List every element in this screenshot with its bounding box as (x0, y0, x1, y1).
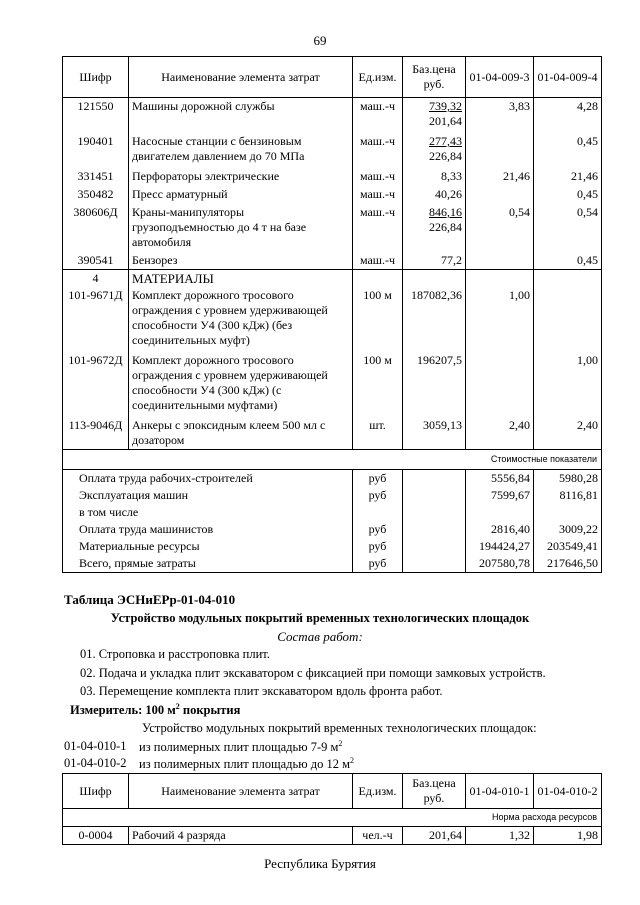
header-name: Наименование элемента затрат (129, 774, 353, 809)
header-name: Наименование элемента затрат (129, 57, 353, 98)
variant-desc: из полимерных плит площадью до 12 м (139, 757, 350, 772)
summary-value-4: 3009,22 (534, 521, 602, 538)
cost-indicators-header-row (63, 450, 602, 470)
table-row (63, 827, 602, 845)
table-row (63, 203, 602, 251)
row-price: 3059,13 (403, 414, 466, 450)
summary-value-3: 194424,27 (466, 538, 534, 555)
summary-value-3: 7599,67 (466, 487, 534, 504)
section-row (63, 270, 602, 288)
resource-table-2 (62, 773, 602, 845)
row-value-4 (534, 287, 602, 349)
table-row (63, 98, 602, 131)
row-unit: маш.-ч (353, 98, 403, 131)
row-name: Пресс арматурный (129, 185, 353, 203)
variant-code: 01-04-010-2 (64, 756, 127, 770)
price-current: 277,43 (429, 134, 462, 148)
summary-value-4: 203549,41 (534, 538, 602, 555)
row-name: Насосные станции с бензиновым двигателем давлением до 70 МПа (129, 130, 353, 165)
summary-unit: руб (353, 555, 403, 573)
summary-name: Материальные ресурсы (63, 538, 353, 555)
row-unit: маш.-ч (353, 185, 403, 203)
price-base: 201,64 (429, 114, 462, 128)
variants-intro: Устройство модульных покрытий временных технологических площадок: (142, 721, 537, 735)
price-current: 739,32 (429, 99, 462, 113)
row-value-3 (466, 130, 534, 165)
row-code: 190401 (63, 130, 129, 165)
price-base: 226,84 (429, 220, 462, 234)
summary-name: Эксплуатация машин (63, 487, 353, 504)
row-code: 113-9046Д (63, 414, 129, 450)
row-value-4: 0,45 (534, 130, 602, 165)
row-value-3 (466, 349, 534, 414)
row-value-3: 1,00 (466, 287, 534, 349)
row-value-3: 21,46 (466, 165, 534, 185)
row-name: Краны-манипуляторы грузоподъемностью до 4 т на базе автомобиля (129, 203, 353, 251)
table-title: Таблица ЭСНиЕРр-01-04-010 (64, 592, 236, 607)
section-heading: Устройство модульных покрытий временных технологических площадок (110, 611, 530, 625)
row-code: 121550 (63, 98, 129, 131)
variant-text (139, 756, 354, 772)
row-code: 350482 (63, 185, 129, 203)
summary-row (63, 470, 602, 488)
summary-value-3: 207580,78 (466, 555, 534, 573)
summary-value-4: 5980,28 (534, 470, 602, 488)
header-unit: Ед.изм. (353, 57, 403, 98)
row-unit: маш.-ч (353, 203, 403, 251)
meter-label (70, 702, 240, 718)
row-price: 8,33 (403, 165, 466, 185)
table-row (63, 130, 602, 165)
row-value-4: 1,00 (534, 349, 602, 414)
row-unit: 100 м (353, 287, 403, 349)
page-footer: Республика Бурятия (264, 856, 376, 871)
row-name: Машины дорожной службы (129, 98, 353, 131)
row-value-4: 2,40 (534, 414, 602, 450)
header-col1: 01-04-010-1 (466, 774, 534, 809)
row-code: 380606Д (63, 203, 129, 251)
row-code: 101-9671Д (63, 287, 129, 349)
summary-name: Оплата труда машинистов (63, 521, 353, 538)
table-header-row (63, 57, 602, 98)
row-price: 187082,36 (403, 287, 466, 349)
row-unit: шт. (353, 414, 403, 450)
summary-row (63, 487, 602, 504)
row-value-3: 2,40 (466, 414, 534, 450)
row-value-3 (466, 251, 534, 270)
work-item: 02. Подача и укладка плит экскаватором с фиксацией при помощи замковых устройств. (80, 666, 546, 680)
summary-name: Всего, прямые затраты (63, 555, 353, 573)
summary-value-3: 5556,84 (466, 470, 534, 488)
row-name: Рабочий 4 разряда (129, 827, 353, 845)
row-name: Перфораторы электрические (129, 165, 353, 185)
summary-value-3: 2816,40 (466, 521, 534, 538)
summary-unit: руб (353, 521, 403, 538)
row-value-4: 0,45 (534, 251, 602, 270)
row-unit: маш.-ч (353, 130, 403, 165)
summary-row (63, 555, 602, 573)
row-name: Комплект дорожного тросового ограждения с уровнем удерживающей способности У4 (300 кДж) (с соединительными муфтами) (129, 349, 353, 414)
section-code: 4 (63, 270, 129, 288)
work-item: 01. Строповка и расстроповка плит. (80, 647, 270, 661)
row-value-4: 0,54 (534, 203, 602, 251)
summary-name: Оплата труда рабочих-строителей (63, 470, 353, 488)
page-number: 69 (313, 33, 327, 48)
variant-sup: 2 (349, 756, 354, 765)
row-price: 77,2 (403, 251, 466, 270)
row-price (403, 203, 466, 251)
row-unit: 100 м (353, 349, 403, 414)
norm-header: Норма расхода ресурсов (63, 809, 602, 827)
table-row (63, 185, 602, 203)
row-code: 390541 (63, 251, 129, 270)
summary-value-4: 8116,81 (534, 487, 602, 504)
header-col3: 01-04-009-3 (466, 57, 534, 98)
row-unit: маш.-ч (353, 165, 403, 185)
summary-value-4: 217646,50 (534, 555, 602, 573)
norm-header-row (63, 809, 602, 827)
row-unit: маш.-ч (353, 251, 403, 270)
table-row (63, 287, 602, 349)
summary-row (63, 504, 602, 521)
table-row (63, 251, 602, 270)
row-value-4: 4,28 (534, 98, 602, 131)
row-price (403, 130, 466, 165)
summary-unit: руб (353, 470, 403, 488)
meter-suffix: покрытия (179, 703, 241, 718)
work-item: 03. Перемещение комплекта плит экскаватором вдоль фронта работ. (80, 684, 443, 698)
row-value-4: 0,45 (534, 185, 602, 203)
row-code: 101-9672Д (63, 349, 129, 414)
header-col2: 01-04-010-2 (534, 774, 602, 809)
meter-text: Измеритель: 100 м (70, 703, 176, 718)
row-value-4: 21,46 (534, 165, 602, 185)
summary-row (63, 521, 602, 538)
table-row (63, 414, 602, 450)
meter-sup: 2 (175, 702, 180, 711)
row-code: 0-0004 (63, 827, 129, 845)
row-value-2: 1,98 (534, 827, 602, 845)
summary-unit: руб (353, 538, 403, 555)
variant-text (139, 739, 342, 755)
table-row (63, 349, 602, 414)
work-composition-title: Состав работ: (277, 629, 363, 644)
price-base: 226,84 (429, 149, 462, 163)
row-value-3: 0,54 (466, 203, 534, 251)
header-code: Шифр (63, 774, 129, 809)
row-name: Бензорез (129, 251, 353, 270)
cost-indicators-header: Стоимостные показатели (63, 450, 602, 470)
row-name: Комплект дорожного тросового ограждения с уровнем удерживающей способности У4 (300 кДж) (без соединительных муфт) (129, 287, 353, 349)
header-price: Баз.цена руб. (403, 57, 466, 98)
row-value-1: 1,32 (466, 827, 534, 845)
price-current: 846,16 (429, 205, 462, 219)
summary-row (63, 538, 602, 555)
section-title: МАТЕРИАЛЫ (129, 270, 353, 288)
row-unit: чел.-ч (353, 827, 403, 845)
table-row (63, 165, 602, 185)
summary-name: в том числе (63, 504, 353, 521)
variant-code: 01-04-010-1 (64, 739, 127, 753)
row-price: 196207,5 (403, 349, 466, 414)
table-header-row (63, 774, 602, 809)
header-col4: 01-04-009-4 (534, 57, 602, 98)
variant-desc: из полимерных плит площадью 7-9 м (139, 740, 339, 755)
row-price: 40,26 (403, 185, 466, 203)
row-code: 331451 (63, 165, 129, 185)
row-price (403, 98, 466, 131)
header-code: Шифр (63, 57, 129, 98)
resource-table-1 (62, 56, 602, 573)
row-value-3 (466, 185, 534, 203)
header-price: Баз.цена руб. (403, 774, 466, 809)
row-price: 201,64 (403, 827, 466, 845)
summary-unit: руб (353, 487, 403, 504)
header-unit: Ед.изм. (353, 774, 403, 809)
variant-sup: 2 (338, 739, 343, 748)
row-name: Анкеры с эпоксидным клеем 500 мл с дозатором (129, 414, 353, 450)
row-value-3: 3,83 (466, 98, 534, 131)
